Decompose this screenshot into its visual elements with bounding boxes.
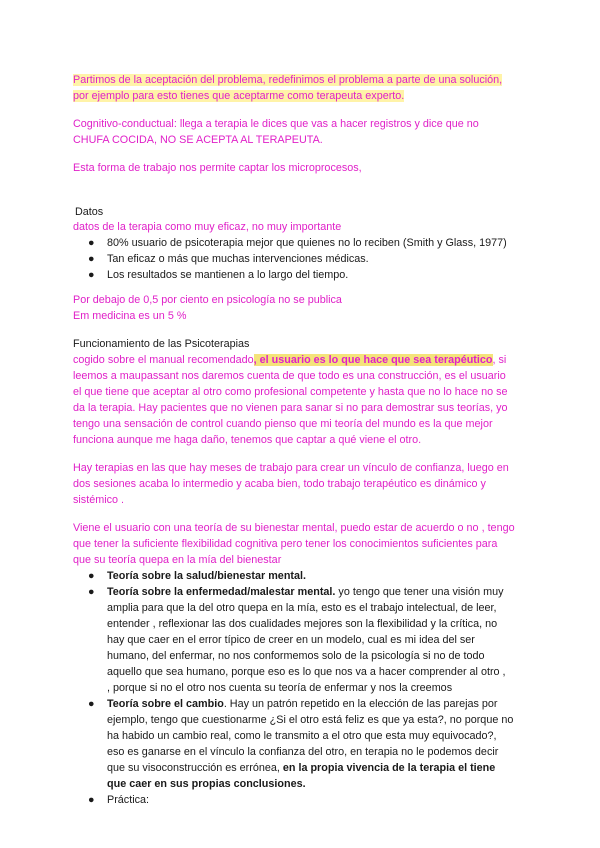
funcionamiento-line-4: da la terapia. Hay pacientes que no vienen para sanar si no para demostrar sus teorías, yo [73, 402, 508, 414]
teoria-cambio-line-2: ejemplo, tengo que cuestionarme ¿Si el otro está feliz es que ya esta?, no porque no [107, 714, 514, 726]
datos-bullet-3: ● Los resultados se mantienen a lo largo del tiempo. [88, 269, 349, 281]
funcionamiento-line-6: funciona aunque me haga daño, tenemos que captar a qué viene el otro. [73, 434, 422, 446]
funcionamiento-line-5: tengo una sensación de control cuando pienso que mi teoría del mundo es la que mejor [73, 418, 493, 430]
funcionamiento-line-1: cogido sobre el manual recomendado, el usuario es lo que hace que sea terapéutico, si [73, 354, 507, 366]
bullet-icon: ● [88, 253, 95, 265]
datos-bullet-2: ● Tan eficaz o más que muchas intervenciones médicas. [88, 253, 369, 265]
teoria-cambio-line-5: que su visoconstrucción es errónea, en la propia vivencia de la terapia el tiene [107, 762, 496, 774]
teoria-cambio-line-6: que caer en sus propias conclusiones. [107, 778, 306, 790]
paragraph-microprocesos: Esta forma de trabajo nos permite captar los microprocesos, [73, 162, 362, 174]
teoria-enfermedad-line-2: amplia para que la del otro quepa en la mía, esto es el trabajo intelectual, de leer, [107, 602, 497, 614]
bullet-icon: ● [88, 698, 95, 710]
paragraph-cognitivo-line-2: CHUFA COCIDA, NO SE ACEPTA AL TERAPEUTA. [73, 134, 323, 146]
paragraph-vinculo-line-3: sistémico . [73, 494, 124, 506]
teoria-enfermedad-line-5: humano, del enfermar, no nos conformemos solo de la psicología si no de todo [107, 650, 485, 662]
paragraph-usuario-line-2: que tener la suficiente flexibilidad cognitiva pero tener los conocimientos suficientes para [73, 538, 498, 550]
bullet-icon: ● [88, 269, 95, 281]
paragraph-publica-line-2: Em medicina es un 5 % [73, 310, 187, 322]
datos-intro: datos de la terapia como muy eficaz, no muy importante [73, 221, 342, 233]
bullet-icon: ● [88, 237, 95, 249]
paragraph-cognitivo-line-1: Cognitivo-conductual: llega a terapia le dices que vas a hacer registros y dice que no [73, 118, 479, 130]
teoria-bullet-cambio: ● Teoría sobre el cambio. Hay un patrón repetido en la elección de las parejas por [88, 698, 498, 710]
teoria-enfermedad-line-6: aquello que sea humano, porque eso es lo que nos va a hacer comprender al otro , [107, 666, 506, 678]
teoria-bullet-practica: ● Práctica: [88, 794, 150, 806]
funcionamiento-line-2: leemos a maupassant nos daremos cuenta de que todo es una construcción, es el usuario [73, 370, 506, 382]
paragraph-vinculo-line-1: Hay terapias en las que hay meses de trabajo para crear un vínculo de confianza, luego en [73, 462, 509, 474]
teoria-cambio-line-3: ha habido un cambio real, como le transmito a el otro que esta muy equivocado?, [107, 730, 497, 742]
bullet-icon: ● [88, 570, 95, 582]
teoria-enfermedad-line-3: entender , reflexionar las dos cualidades mejores son la flexibilidad y la crítica, no [107, 618, 498, 630]
paragraph-vinculo-line-2: dos sesiones acaba lo intermedio y acaba bien, todo trabajo terapéutico es dinámico y [73, 478, 486, 490]
teoria-bullet-salud: ● Teoría sobre la salud/bienestar mental. [88, 570, 307, 582]
teoria-bullet-enfermedad: ● Teoría sobre la enfermedad/malestar mental. yo tengo que tener una visión muy [88, 586, 504, 598]
funcionamiento-line-3: el que tiene que aceptar al otro como profesional competente y hasta que no lo hace no se [73, 386, 508, 398]
paragraph-usuario-line-3: que su teoría quepa en la mía del bienestar [73, 554, 282, 566]
section-heading-funcionamiento: Funcionamiento de las Psicoterapias [73, 338, 250, 350]
bullet-icon: ● [88, 794, 95, 806]
bullet-icon: ● [88, 586, 95, 598]
paragraph-publica-line-1: Por debajo de 0,5 por ciento en psicología no se publica [73, 294, 342, 306]
teoria-enfermedad-line-4: hay que caer en el error típico de creer en un modelo, cual es mi idea del ser [107, 634, 475, 646]
section-heading-datos: Datos [75, 206, 104, 218]
paragraph-aceptacion-line-1: Partimos de la aceptación del problema, redefinimos el problema a parte de una solución, [73, 74, 503, 86]
paragraph-usuario-line-1: Viene el usuario con una teoría de su bienestar mental, puedo estar de acuerdo o no , tengo [73, 522, 515, 534]
datos-bullet-1: ● 80% usuario de psicoterapia mejor que quienes no lo reciben (Smith y Glass, 1977) [88, 237, 507, 249]
teoria-cambio-line-4: eso es ganarse en el vínculo la confianza del otro, en terapia no le podemos decir [107, 746, 499, 758]
teoria-enfermedad-line-7: , porque si no el otro nos cuenta su teoría de enfermar y nos la creemos [107, 682, 453, 694]
paragraph-aceptacion-line-2: por ejemplo para esto tienes que aceptarme como terapeuta experto. [73, 90, 405, 102]
